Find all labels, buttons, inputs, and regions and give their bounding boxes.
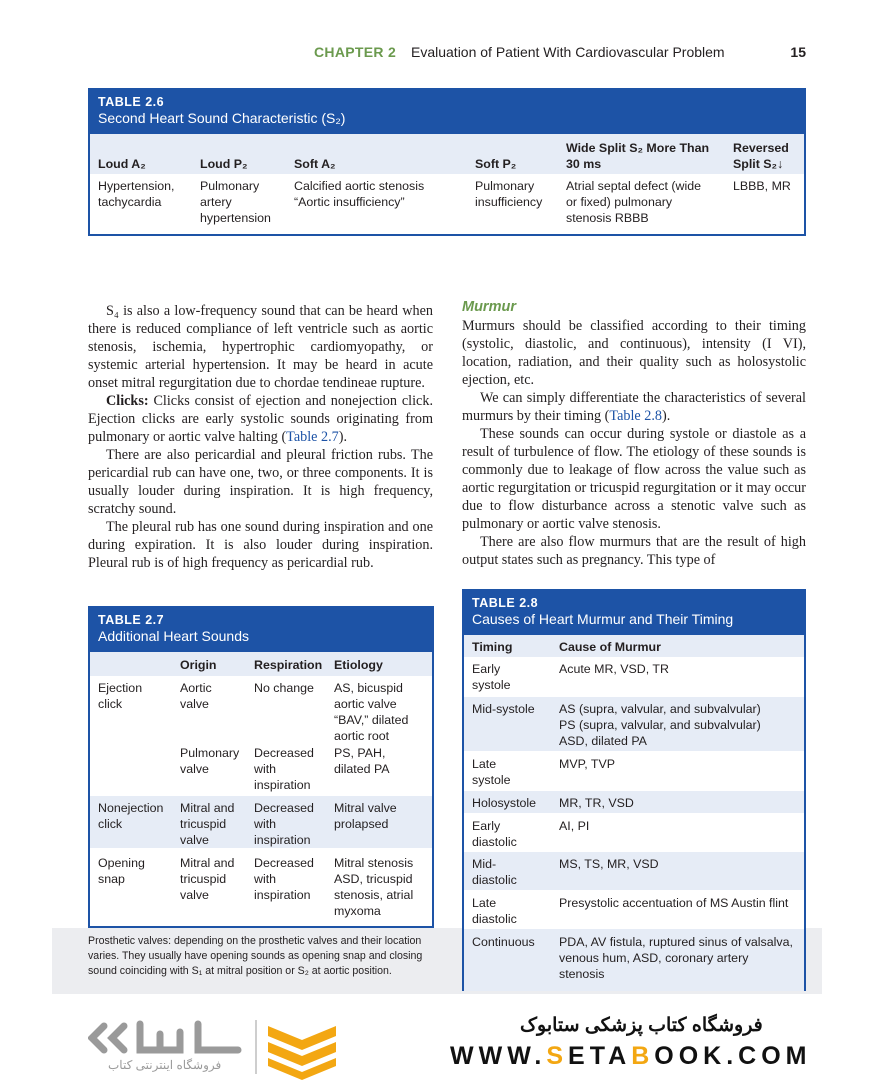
running-header (0, 44, 876, 64)
table-label: TABLE 2.8 (472, 596, 539, 610)
table-caption: Causes of Heart Murmur and Their Timing (472, 611, 734, 627)
column-header: Loud A₂ (98, 157, 146, 171)
table-cell: Holosystole (472, 796, 537, 810)
column-header: Origin (180, 658, 217, 672)
column-header: Respiration (254, 658, 323, 672)
table-cell: LBBB, MR (733, 179, 791, 193)
column-header: Loud P₂ (200, 157, 248, 171)
table-cell: Late systole (472, 757, 511, 787)
table-cell: Hypertension, tachycardia (98, 179, 175, 209)
table-cell: Nonejection click (98, 801, 164, 831)
table-2-7 (88, 606, 434, 928)
table-cell: Acute MR, VSD, TR (559, 662, 669, 676)
table-label: TABLE 2.6 (98, 95, 165, 109)
table-cell: Pulmonary insufficiency (475, 179, 543, 209)
table-cell: Decreased with inspiration (254, 746, 314, 792)
right-column-text (462, 298, 806, 569)
table-cell: AI, PI (559, 819, 590, 833)
page-number: 15 (790, 44, 806, 60)
column-header: Etiology (334, 658, 383, 672)
table-cell: Pulmonary valve (180, 746, 240, 776)
table-reference-link[interactable]: Table 2.8 (609, 408, 662, 424)
store-url[interactable]: WWW.SETABOOK.COM (450, 1042, 812, 1070)
paragraph: There are also flow murmurs that are the result of high output states such as pregnancy. This type of (462, 534, 806, 568)
column-header: Wide Split S₂ More Than 30 ms (566, 141, 710, 171)
table-cell: AS (supra, valvular, and subvalvular) PS (supra, valvular, and subvalvular) ASD, dilated PA (559, 702, 761, 748)
table-cell: MS, TS, MR, VSD (559, 857, 659, 871)
term: Clicks: (106, 393, 149, 409)
column-header: Timing (472, 640, 513, 654)
table-reference-link[interactable]: Table 2.7 (286, 429, 339, 445)
table-2-8 (462, 589, 806, 991)
paragraph: We can simply differentiate the characteristics of several murmurs by their timing (Table 2.8). (462, 390, 806, 424)
section-heading: Murmur (462, 299, 516, 315)
paragraph: Clicks: Clicks consist of ejection and nonejection click. Ejection clicks are early systolic sounds originating from pulmonary or aortic valve halting (Table 2.7). (88, 393, 433, 445)
table-cell: Mitral stenosis ASD, tricuspid stenosis, atrial myxoma (334, 856, 414, 918)
table-header (464, 591, 804, 635)
table-label: TABLE 2.7 (98, 613, 165, 627)
table-cell: Mitral and tricuspid valve (180, 856, 235, 902)
table-cell: MR, TR, VSD (559, 796, 634, 810)
table-caption: Additional Heart Sounds (98, 628, 249, 644)
table-cell: Mid- diastolic (472, 857, 517, 887)
table-cell: Mitral and tricuspid valve (180, 801, 235, 847)
table-2-6 (88, 88, 806, 236)
setabook-logo[interactable] (88, 1012, 358, 1080)
column-header: Cause of Murmur (559, 640, 661, 654)
table-cell: Presystolic accentuation of MS Austin flint (559, 896, 789, 910)
table-header (90, 90, 804, 134)
logo-tagline: فروشگاه اینترنتی کتاب (108, 1058, 222, 1072)
table-footnote: Prosthetic valves: depending on the prosthetic valves and their location varies. They usually have opening sounds as opening snap and closing sound coinciding with S₁ at mitral position or S₂ at aortic position. (88, 935, 423, 977)
paragraph: S₄ is also a low-frequency sound that can be heard when there is reduced compliance of left ventricle such as aortic stenosis, ischemia, hypertrophic cardiomyopathy, or systemic arterial hypertension. It may be heard in acute onset mitral regurgitation due to chordae tendineae rupture. (88, 303, 433, 391)
left-column-text (88, 302, 433, 572)
table-cell: Early systole (472, 662, 511, 692)
table-cell: No change (254, 681, 314, 695)
table-cell: Mid-systole (472, 702, 535, 716)
table-header (90, 608, 432, 652)
table-cell: Ejection click (98, 681, 143, 711)
chapter-label: CHAPTER 2 (314, 44, 397, 60)
table-cell: AS, bicuspid aortic valve “BAV,” dilated aortic root (334, 681, 409, 743)
table-cell: Late diastolic (472, 896, 517, 926)
table-cell: Early diastolic (472, 819, 517, 849)
table-cell: PDA, AV fistula, ruptured sinus of valsalva, venous hum, ASD, coronary artery stenosis (559, 935, 793, 981)
table-cell: Pulmonary artery hypertension (200, 179, 271, 225)
table-cell: Opening snap (98, 856, 145, 886)
table-cell: Mitral valve prolapsed (334, 801, 397, 831)
table-cell: Decreased with inspiration (254, 801, 314, 847)
table-cell: PS, PAH, dilated PA (334, 746, 390, 776)
store-name: فروشگاه کتاب پزشکی ستابوک (520, 1015, 763, 1036)
table-cell: Calcified aortic stenosis “Aortic insufficiency” (294, 179, 425, 209)
column-header: Reversed Split S₂↓ (733, 141, 789, 171)
paragraph: These sounds can occur during systole or diastole as a result of turbulence of flow. The etiology of these sounds is commonly due to leakage of flow across the value such as aortic regurgitation or tricuspid regurgitation or it may occur due to flow disturbance across a stenotic valve such as pulmonary or aortic valve stenosis. (462, 426, 806, 532)
table-cell: MVP, TVP (559, 757, 616, 771)
table-caption: Second Heart Sound Characteristic (S₂) (98, 110, 346, 126)
paragraph: There are also pericardial and pleural friction rubs. The pericardial rub can have one, two, or three components. It is usually louder during inspiration. It is high frequency, scratchy sound. (88, 447, 433, 517)
chapter-title: Evaluation of Patient With Cardiovascular Problem (411, 44, 725, 60)
table-cell: Decreased with inspiration (254, 856, 314, 902)
column-header: Soft A₂ (294, 157, 336, 171)
paragraph: Murmurs should be classified according to their timing (systolic, diastolic, and continuous), intensity (I VI), location, radiation, and their quality such as holosystolic ejection, etc. (462, 318, 806, 388)
table-cell: Atrial septal defect (wide or fixed) pulmonary stenosis RBBB (566, 179, 701, 225)
column-header: Soft P₂ (475, 157, 517, 171)
table-cell: Continuous (472, 935, 535, 949)
paragraph: The pleural rub has one sound during inspiration and one during expiration. It is also louder during inspiration. Pleural rub is of high frequency as pericardial rub. (88, 519, 433, 571)
table-cell: Aortic valve (180, 681, 212, 711)
